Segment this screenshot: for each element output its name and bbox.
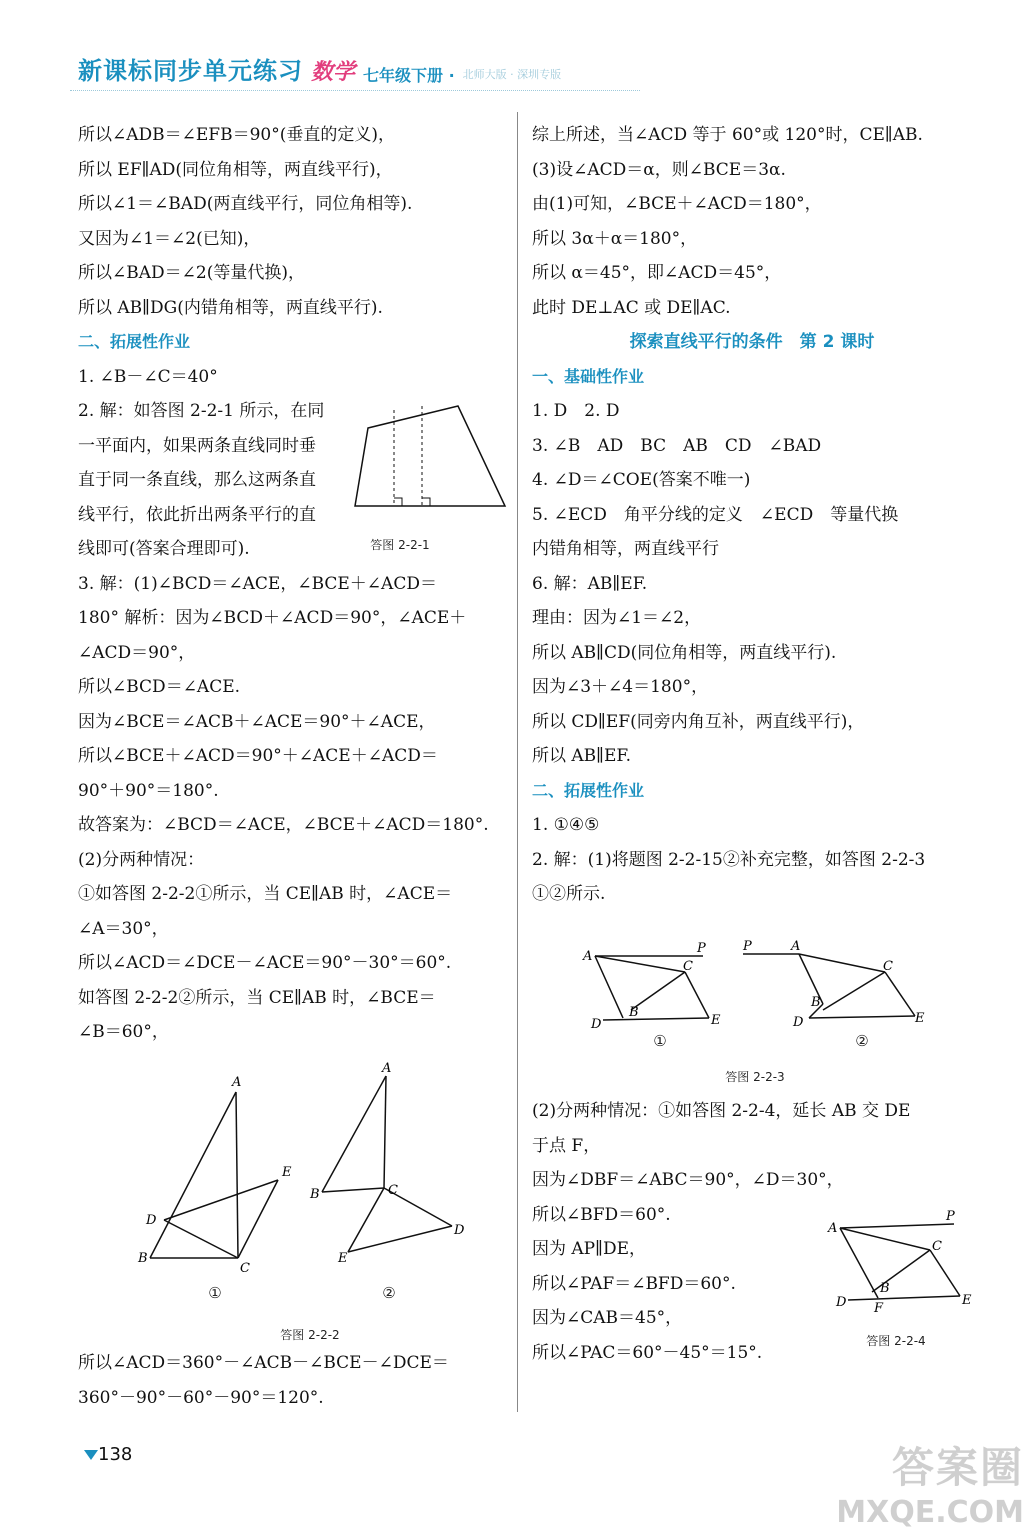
label-c: C <box>240 1261 250 1276</box>
label-e: E <box>962 1293 972 1308</box>
answer-line: (2)分两种情况： <box>78 849 205 870</box>
figure-2-2-1 <box>350 398 510 558</box>
parallel-lines-diagram-2-2-4 <box>826 1208 976 1318</box>
edition-label: 北师大版 · 深圳专版 <box>462 68 562 81</box>
label-a: A <box>791 939 801 954</box>
figure-caption: 答图 2-2-1 <box>370 538 430 552</box>
label-e: E <box>711 1013 721 1028</box>
label-a: A <box>382 1062 392 1076</box>
subfigure-label: ② <box>855 1032 869 1050</box>
answer-line: 2. 解：(1)将题图 2-2-15②补充完整，如答图 2-2-3 <box>532 849 926 870</box>
label-e: E <box>282 1165 292 1180</box>
answer-line: 所以 AB∥EF. <box>532 746 631 766</box>
label-b: B <box>811 995 821 1010</box>
answer-line: 因为∠DBF＝∠ABC＝90°，∠D＝30°， <box>532 1170 844 1190</box>
answer-line: 1. ∠B－∠C＝40° <box>78 366 218 387</box>
page-header <box>78 46 561 86</box>
figure-2-2-4 <box>826 1208 976 1358</box>
answer-line: (2)分两种情况：①如答图 2-2-4，延长 AB 交 DE <box>532 1101 911 1121</box>
label-d: D <box>793 1015 804 1030</box>
answer-line: 故答案为：∠BCD＝∠ACE，∠BCE＋∠ACD＝180°. <box>78 815 489 835</box>
text-line: 又因为∠1＝∠2(已知)， <box>78 228 261 249</box>
header-divider <box>70 90 640 91</box>
label-d: D <box>591 1017 602 1032</box>
section-heading: 二、拓展性作业 <box>78 332 191 351</box>
answer-line: 直于同一条直线，那么这两条直 <box>78 470 316 490</box>
answer-line: 所以∠BFD＝60°. <box>532 1204 671 1225</box>
figure-2-2-3 <box>575 930 935 1090</box>
label-d: D <box>836 1295 847 1310</box>
label-c: C <box>932 1239 942 1254</box>
answer-line: 于点 F， <box>532 1135 601 1156</box>
answer-line: 所以 AB∥CD(同位角相等，两直线平行). <box>532 642 837 663</box>
answer-line: (3)设∠ACD＝α，则∠BCE＝3α. <box>532 159 786 180</box>
right-column-end <box>532 1094 911 1370</box>
figure-caption: 答图 2-2-3 <box>725 1070 785 1084</box>
answer-line: 所以∠ACD＝∠DCE－∠ACE＝90°－30°＝60°. <box>78 953 452 973</box>
label-d: D <box>146 1213 157 1228</box>
book-title: 新课标同步单元练习 <box>78 57 303 85</box>
figure-2-2-2 <box>120 1062 480 1352</box>
answer-line: 所以∠PAF＝∠BFD＝60°. <box>532 1273 736 1294</box>
answer-line: 线平行，依此折出两条平行的直 <box>78 504 316 525</box>
label-c: C <box>388 1183 398 1198</box>
figure-caption: 答图 2-2-2 <box>280 1328 340 1342</box>
folded-paper-diagram <box>350 398 510 528</box>
answer-line: 2. 解：如答图 2-2-1 所示，在同 <box>78 401 325 421</box>
answer-line: ①如答图 2-2-2①所示，当 CE∥AB 时，∠ACE＝ <box>78 884 453 904</box>
answer-line: 理由：因为∠1＝∠2， <box>532 608 702 628</box>
answer-line: 所以∠PAC＝60°－45°＝15°. <box>532 1342 763 1363</box>
subfigure-label: ① <box>208 1284 222 1302</box>
answer-line: 综上所述，当∠ACD 等于 60°或 120°时，CE∥AB. <box>532 125 923 145</box>
label-p: P <box>946 1209 955 1224</box>
left-column <box>78 118 508 1050</box>
answer-line: 4. ∠D＝∠COE(答案不唯一) <box>532 470 751 490</box>
watermark-url: MXQE.COM <box>836 1495 1024 1530</box>
subject-label: 数学 <box>311 60 356 85</box>
parallel-lines-diagram-2-2-3 <box>575 930 935 1040</box>
page-number <box>86 1444 132 1465</box>
lesson-title: 探索直线平行的条件 第 2 课时 <box>629 332 875 352</box>
label-a: A <box>828 1221 838 1236</box>
label-b: B <box>138 1251 148 1266</box>
page-marker-icon <box>84 1450 98 1460</box>
label-p: P <box>743 939 752 954</box>
answer-line: 1. ①④⑤ <box>532 815 600 835</box>
text-line: 所以∠BAD＝∠2(等量代换)， <box>78 263 305 283</box>
text-line: 所以∠ADB＝∠EFB＝90°(垂直的定义)， <box>78 125 395 145</box>
answer-line: 因为∠CAB＝45°， <box>532 1308 683 1328</box>
answer-line: 180° 解析：因为∠BCD＋∠ACD＝90°，∠ACE＋ <box>78 608 467 628</box>
label-e: E <box>915 1011 925 1026</box>
subfigure-label: ① <box>653 1032 667 1050</box>
answer-line: 所以 α＝45°，即∠ACD＝45°， <box>532 263 782 283</box>
section-heading: 一、基础性作业 <box>532 366 645 386</box>
label-a: A <box>232 1075 242 1090</box>
section-heading: 二、拓展性作业 <box>532 780 645 800</box>
answer-line: 所以∠ACD＝360°－∠ACB－∠BCE－∠DCE＝ <box>78 1353 449 1373</box>
label-p: P <box>697 941 706 956</box>
answer-line: 线即可(答案合理即可). <box>78 539 250 559</box>
answer-line: 由(1)可知，∠BCE＋∠ACD＝180°， <box>532 194 822 214</box>
right-column <box>532 118 972 912</box>
answer-line: 5. ∠ECD 角平分线的定义 ∠ECD 等量代换 <box>532 504 899 525</box>
label-b: B <box>310 1187 320 1202</box>
watermark-text: 答案圈 <box>891 1443 1024 1492</box>
answer-line: 所以 CD∥EF(同旁内角互补，两直线平行)， <box>532 711 865 732</box>
answer-line: ∠ACD＝90°， <box>78 642 196 663</box>
answer-line: 所以 3α＋α＝180°， <box>532 228 698 249</box>
label-a: A <box>583 949 593 964</box>
answer-line: 一平面内，如果两条直线同时垂 <box>78 435 316 456</box>
grade-label: 七年级下册 · <box>363 66 455 85</box>
answer-line: 内错角相等，两直线平行 <box>532 539 719 559</box>
answer-line: ①②所示. <box>532 884 606 904</box>
answer-line: ∠A＝30°， <box>78 918 169 939</box>
label-c: C <box>883 959 893 974</box>
text-line: 所以∠1＝∠BAD(两直线平行，同位角相等). <box>78 194 413 214</box>
answer-line: 所以∠BCE＋∠ACD＝90°＋∠ACE＋∠ACD＝ <box>78 746 438 766</box>
answer-line: 因为∠BCE＝∠ACB＋∠ACE＝90°＋∠ACE， <box>78 711 436 732</box>
label-d: D <box>454 1223 465 1238</box>
answer-line: 1. D 2. D <box>532 401 620 421</box>
answer-line: 90°＋90°＝180°. <box>78 780 219 801</box>
answer-line: 因为∠3＋∠4＝180°， <box>532 677 709 697</box>
answer-line: 所以∠BCD＝∠ACE. <box>78 677 241 697</box>
label-b: B <box>629 1005 639 1020</box>
text-line: 所以 AB∥DG(内错角相等，两直线平行). <box>78 297 383 318</box>
answer-line: 3. 解：(1)∠BCD＝∠ACE，∠BCE＋∠ACD＝ <box>78 573 437 594</box>
label-e: E <box>338 1251 348 1266</box>
subfigure-label: ② <box>382 1284 396 1302</box>
left-column-end <box>78 1346 508 1415</box>
watermark-logo <box>836 1435 1024 1530</box>
answer-line: 3. ∠B AD BC AB CD ∠BAD <box>532 435 822 456</box>
triangle-diagram-2-2-2 <box>120 1062 480 1302</box>
text-line: 所以 EF∥AD(同位角相等，两直线平行)， <box>78 159 393 180</box>
answer-line: ∠B＝60°， <box>78 1022 169 1042</box>
answer-line: 因为 AP∥DE， <box>532 1239 647 1259</box>
answer-line: 如答图 2-2-2②所示，当 CE∥AB 时，∠BCE＝ <box>78 987 436 1008</box>
answer-line: 6. 解：AB∥EF. <box>532 573 648 594</box>
label-c: C <box>683 959 693 974</box>
label-f: F <box>874 1301 884 1316</box>
page-number-text: 138 <box>98 1444 133 1465</box>
answer-line: 360°－90°－60°－90°＝120°. <box>78 1387 324 1408</box>
figure-caption: 答图 2-2-4 <box>866 1334 926 1348</box>
label-b: B <box>880 1281 890 1296</box>
answer-line: 此时 DE⊥AC 或 DE∥AC. <box>532 297 731 318</box>
column-divider <box>517 112 518 1412</box>
